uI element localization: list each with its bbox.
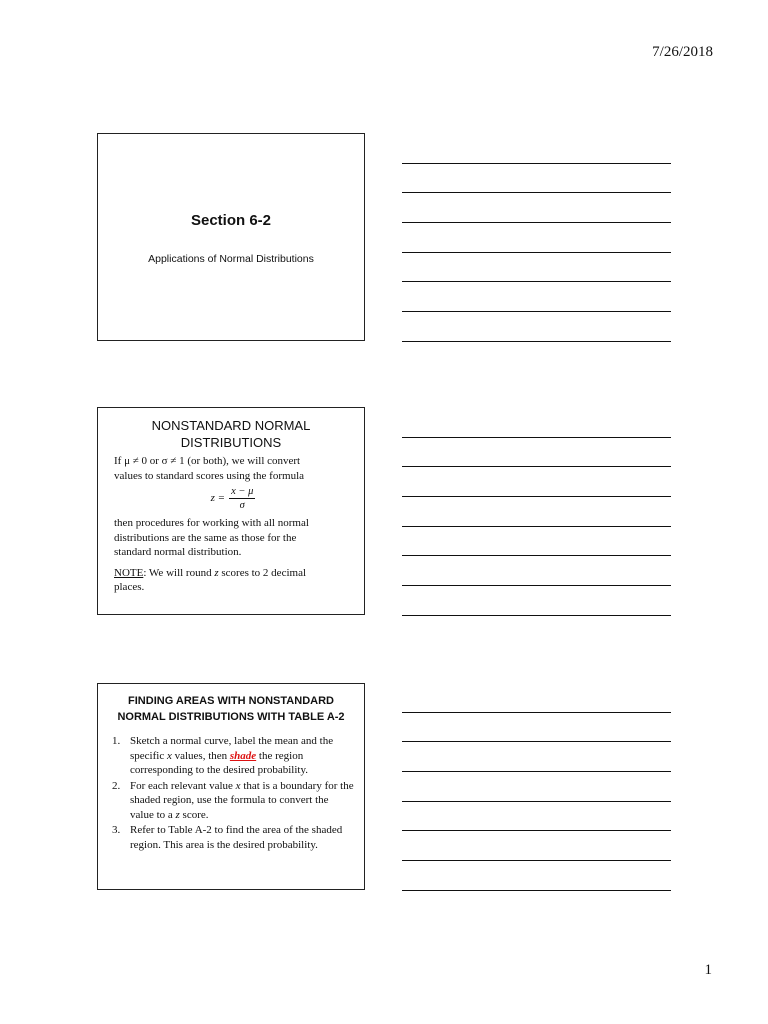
slide-body [114, 454, 352, 595]
list-item [112, 779, 354, 823]
slide-title-line-2: NORMAL DISTRIBUTIONS WITH TABLE A-2 [117, 711, 345, 723]
note-label: NOTE [114, 566, 144, 579]
formula-denominator: σ [239, 500, 245, 511]
note-line [402, 860, 671, 861]
note-line [402, 801, 671, 802]
body-line: If μ ≠ 0 or σ ≠ 1 (or both), we will convert [114, 455, 301, 467]
body-line: values to standard scores using the formula [114, 469, 305, 482]
slide-title: Section 6-2 [190, 212, 272, 229]
note [114, 566, 352, 595]
shade-emphasis: shade [229, 749, 257, 762]
note-line [402, 341, 671, 342]
slide-finding-areas [97, 683, 365, 890]
list-item [112, 734, 354, 778]
note-text: scores to 2 decimal [218, 566, 307, 579]
z-score-formula [114, 485, 352, 512]
note-line [402, 437, 671, 438]
note-line [402, 192, 671, 193]
slide-title-line-1: FINDING AREAS WITH NONSTANDARD [128, 695, 334, 707]
step-text: Refer to Table A-2 to find the area of the shaded region. This area is the desired probability. [130, 824, 343, 851]
step-number: 3. [112, 824, 121, 836]
note-line [402, 466, 671, 467]
step-number: 2. [112, 779, 121, 792]
body-paragraph [114, 516, 352, 560]
step-text: For each relevant value x that is a boundary for the shaded region, use the formula to convert the value to a z score. [130, 779, 354, 821]
slide-subtitle: Applications of Normal Distributions [148, 253, 314, 265]
list-item [112, 823, 354, 852]
formula-fraction [229, 485, 255, 512]
note-text: : We will round [143, 566, 215, 579]
body-line: distributions are the same as those for the [114, 531, 297, 544]
note-text: places. [114, 581, 145, 593]
page-number: 1 [704, 962, 712, 978]
note-line [402, 830, 671, 831]
slide-title-line-1: NONSTANDARD NORMAL [151, 418, 311, 433]
slide-title [110, 417, 352, 451]
steps-list [112, 734, 354, 852]
body-line: then procedures for working with all normal [114, 517, 309, 529]
note-line [402, 890, 671, 891]
note-line [402, 615, 671, 616]
note-line [402, 555, 671, 556]
note-line [402, 526, 671, 527]
step-text: Sketch a normal curve, label the mean and the specific x values, then shade the region corresponding to the desired probability. [130, 735, 334, 776]
note-line [402, 496, 671, 497]
formula-numerator: x − μ [231, 486, 254, 497]
note-line [402, 163, 671, 164]
slide-nonstandard-normal [97, 407, 365, 615]
note-line [402, 771, 671, 772]
header-date: 7/26/2018 [652, 44, 713, 60]
note-line [402, 252, 671, 253]
note-line [402, 222, 671, 223]
slide-section-title [97, 133, 365, 341]
note-line [402, 281, 671, 282]
note-line [402, 311, 671, 312]
note-line [402, 712, 671, 713]
body-line: standard normal distribution. [114, 546, 242, 558]
step-number: 1. [112, 735, 121, 747]
note-line [402, 741, 671, 742]
formula-lhs: z = [210, 492, 226, 505]
slide-title [108, 693, 354, 725]
slide-title-line-2: DISTRIBUTIONS [180, 435, 282, 450]
note-variable: z [214, 566, 219, 579]
note-line [402, 585, 671, 586]
